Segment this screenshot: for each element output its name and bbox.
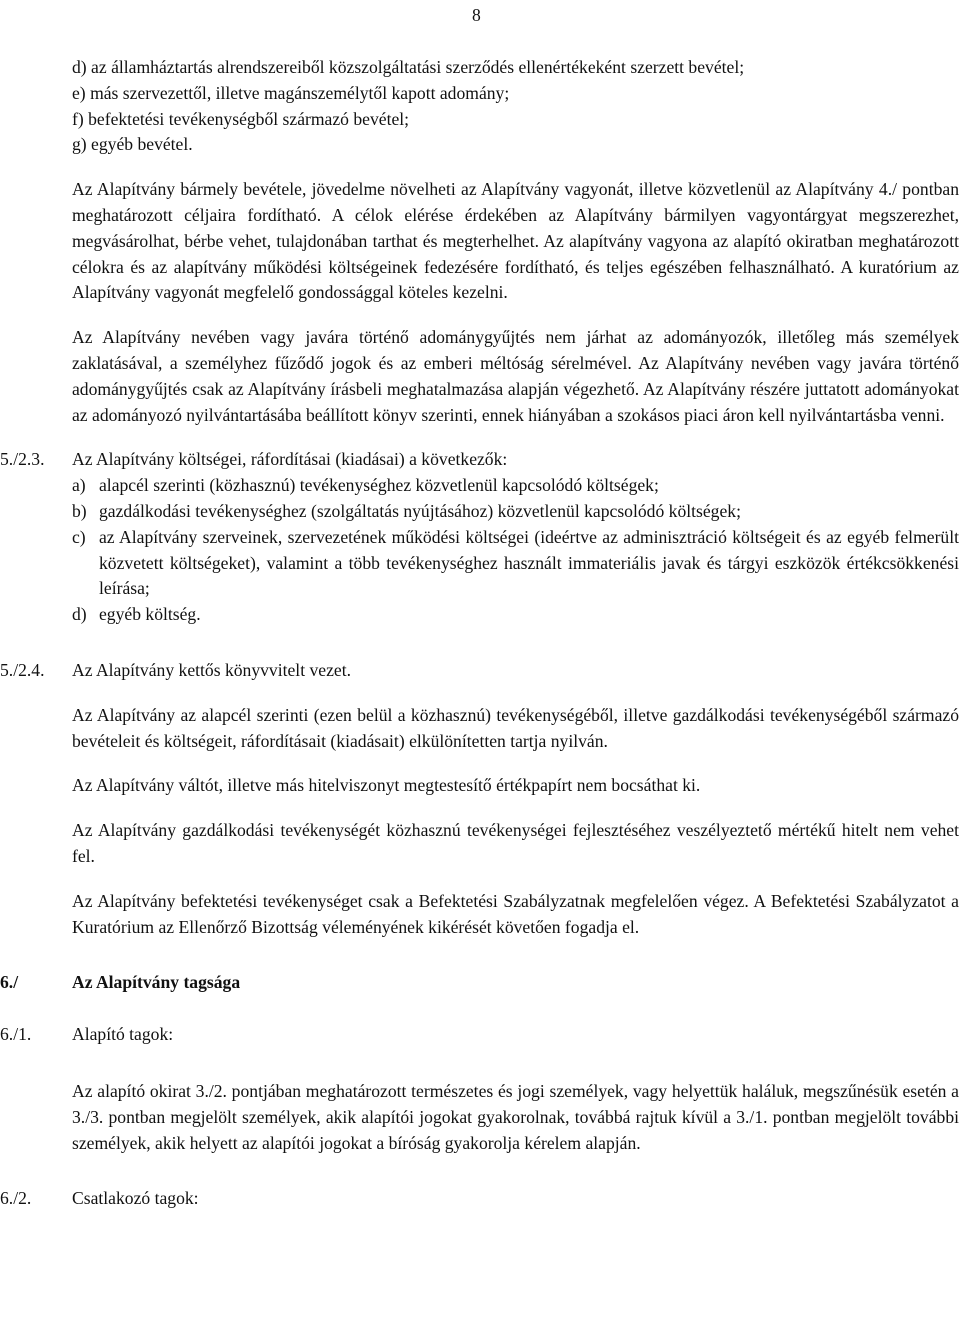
list-item xyxy=(72,499,959,525)
section-6 xyxy=(0,970,959,996)
section-heading: Az Alapítvány tagsága xyxy=(72,972,241,993)
item-letter: c) xyxy=(72,526,86,547)
section-number: 6./2. xyxy=(0,1188,32,1209)
section-heading: Csatlakozó tagok: xyxy=(72,1188,199,1209)
list-item: f) befektetési tevékenységből származó bevétel; xyxy=(72,108,410,129)
item-text: egyéb költség. xyxy=(99,604,201,625)
paragraph-assets: Az Alapítvány bármely bevétele, jövedelme növelheti az Alapítvány vagyonát, illetve közvetlenül az Alapítvány 4./ pontban meghatározott céljaira fordítható. A célok elérése érdekében az Alapítvány bármilyen vagyontárgyat megszerezhet, megvásárolhat, bérbe vehet, tulajdonában tarthat és megterhelhet. Az alapítvány vagyona az alapító okiratban meghatározott célokra és az alapítvány működési költségeinek fedezésére fordítható, és teljes egészében felhasználható. A kuratórium az Alapítvány vagyonát megfelelő gondossággal köteles kezelni. xyxy=(72,179,959,303)
list-item: e) más szervezettől, illetve magánszemélytől kapott adomány; xyxy=(72,82,510,103)
section-number: 6./1. xyxy=(0,1024,32,1045)
item-text: alapcél szerinti (közhasznú) tevékenységhez közvetlenül kapcsolódó költségek; xyxy=(99,475,659,496)
paragraph-investment: Az Alapítvány befektetési tevékenységet csak a Befektetési Szabályzatnak megfelelően végez. A Befektetési Szabályzatot a Kuratórium az Ellenőrző Bizottság véleményének kikérését követően fogadja el. xyxy=(72,890,959,937)
revenue-list xyxy=(72,55,959,158)
list-item: g) egyéb bevétel. xyxy=(72,134,193,155)
list-item xyxy=(72,602,959,628)
item-letter: a) xyxy=(72,475,86,496)
section-5-2-3 xyxy=(0,447,959,628)
section-number: 5./2.3. xyxy=(0,449,45,470)
list-item: d) az államháztartás alrendszereiből közszolgáltatási szerződés ellenértékeként szerzett bevétel; xyxy=(72,57,745,77)
paragraph-credit: Az Alapítvány gazdálkodási tevékenységét közhasznú tevékenységei fejlesztéséhez veszélyeztető mértékű hitelt nem vehet fel. xyxy=(72,820,959,866)
paragraph-founders: Az alapító okirat 3./2. pontjában meghatározott természetes és jogi személyek, vagy helyettük haláluk, megszűnésük esetén a 3./3. pontban megjelölt személyek, akik alapítói jogokat gyakorolnak, továbbá rajtuk kívül a 3./1. pontban megjelölt további személyek, akik helyett az alapítói jogokat a bíróság gyakorolja kérelem alapján. xyxy=(72,1080,959,1153)
paragraph-donations: Az Alapítvány nevében vagy javára történő adománygyűjtés nem járhat az adományozók, illetőleg más személyek zaklatásával, a személyhez fűződő jogok és az emberi méltóság sérelmével. Az Alapítvány nevében vagy javára történő adománygyűjtés csak az Alapítvány írásbeli meghatalmazása alapján végezhető. Az Alapítvány részére juttatott adományokat az adományozó nyilvántartásába beállított könyv szerinti, ennek hiányában a szokásos piaci áron kell nyilvántartásba venni. xyxy=(72,327,959,425)
section-heading: Az Alapítvány kettős könyvvitelt vezet. xyxy=(72,659,351,680)
section-heading: Alapító tagok: xyxy=(72,1024,174,1045)
list-item xyxy=(72,473,959,499)
list-item xyxy=(72,525,959,602)
section-number: 6./ xyxy=(0,972,19,993)
item-text: az Alapítvány szerveinek, szervezetének működési költségei (ideértve az adminisztráció költségeit és az egyéb felmerült közvetett költségeket), valamint a több tevékenységhez használt immateriális javak és tárgyi eszközök értékcsökkenési leírása; xyxy=(99,526,959,599)
section-number: 5./2.4. xyxy=(0,659,45,680)
paragraph-securities: Az Alapítvány váltót, illetve más hitelviszonyt megtestesítő értékpapírt nem bocsáthat ki. xyxy=(72,775,701,796)
item-text: gazdálkodási tevékenységhez (szolgáltatás nyújtásához) közvetlenül kapcsolódó költségek; xyxy=(99,500,741,521)
document-body xyxy=(0,55,959,1212)
page-number: 8 xyxy=(472,5,481,25)
item-letter: b) xyxy=(72,500,87,521)
section-heading: Az Alapítvány költségei, ráfordításai (kiadásai) a következők: xyxy=(72,449,508,470)
item-letter: d) xyxy=(72,604,87,625)
section-5-2-4 xyxy=(0,658,959,684)
paragraph-bookkeeping: Az Alapítvány az alapcél szerinti (ezen belül a közhasznú) tevékenységéből, illetve gazdálkodási tevékenységéből származó bevételeit és költségeit, ráfordításait (kiadásait) elkülönítetten tartja nyilván. xyxy=(72,704,959,751)
section-6-1 xyxy=(0,1022,959,1048)
section-6-2 xyxy=(0,1186,959,1212)
